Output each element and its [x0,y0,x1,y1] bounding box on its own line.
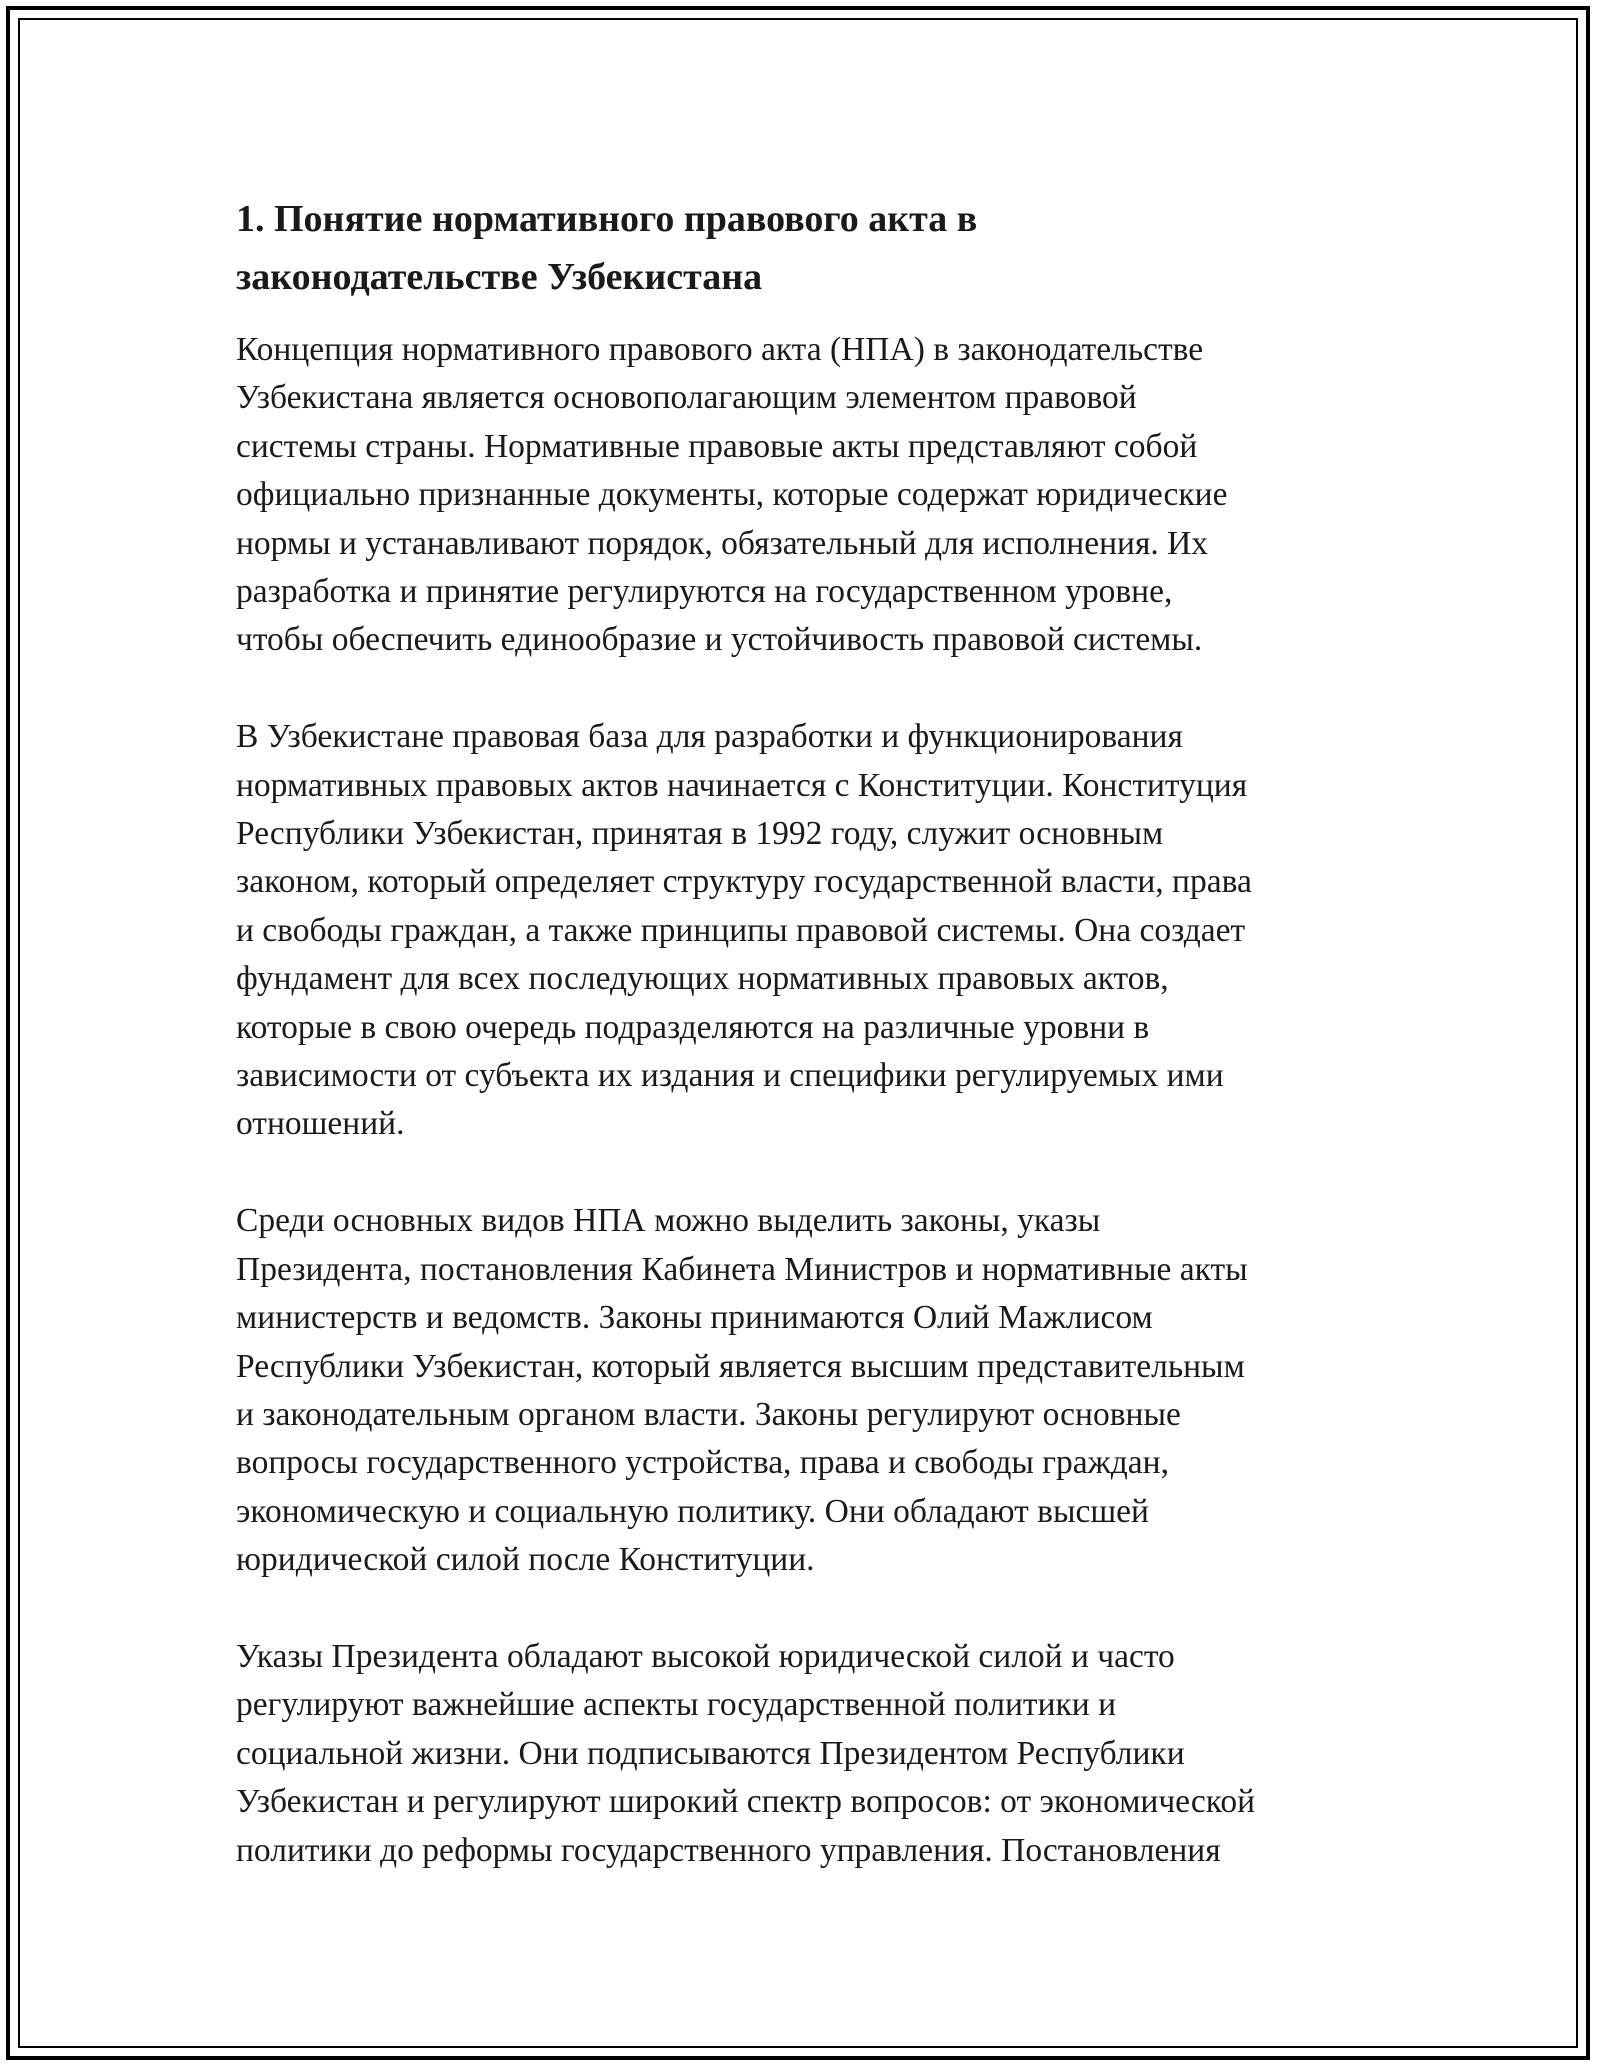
paragraph-4: Указы Президента обладают высокой юридической силой и часто регулируют важнейшие аспекты государственной политики и социальной жизни. Они подписываются Президентом Республики Узбекистан и регулируют широкий спектр вопросов: от экономической политики до реформы государственного управления. Постановления [236,1637,1256,1869]
section-heading: 1. Понятие нормативного правового акта в законодательстве Узбекистана [236,198,978,298]
document-body [236,190,1376,1923]
paragraph-3: Среди основных видов НПА можно выделить законы, указы Президента, постановления Кабинета Министров и нормативные акты министерств и ведомств. Законы принимаются Олий Мажлисом Республики Узбекистан, который является высшим представительным и законодательным органом власти. Законы регулируют основные вопросы государственного устройства, права и свободы граждан, экономическую и социальную политику. Они обладают высшей юридической силой после Конституции. [236,1202,1248,1579]
paragraph-2: В Узбекистане правовая база для разработки и функционирования нормативных правовых актов начинается с Конституции. Конституция Республики Узбекистан, принятая в 1992 году, служит основным законом, который определяет структуру государственной власти, права и свободы граждан, а также принципы правовой системы. Она создает фундамент для всех последующих нормативных правовых актов, которые в свою очередь подразделяются на различные уровни в зависимости от субъекта их издания и специфики регулируемых ими отношений. [236,718,1252,1143]
paragraph-1: Концепция нормативного правового акта (НПА) в законодательстве Узбекистана является основополагающим элементом правовой системы страны. Нормативные правовые акты представляют собой официально признанные документы, которые содержат юридические нормы и устанавливают порядок, обязательный для исполнения. Их разработка и принятие регулируются на государственном уровне, чтобы обеспечить единообразие и устойчивость правовой системы. [236,331,1228,659]
